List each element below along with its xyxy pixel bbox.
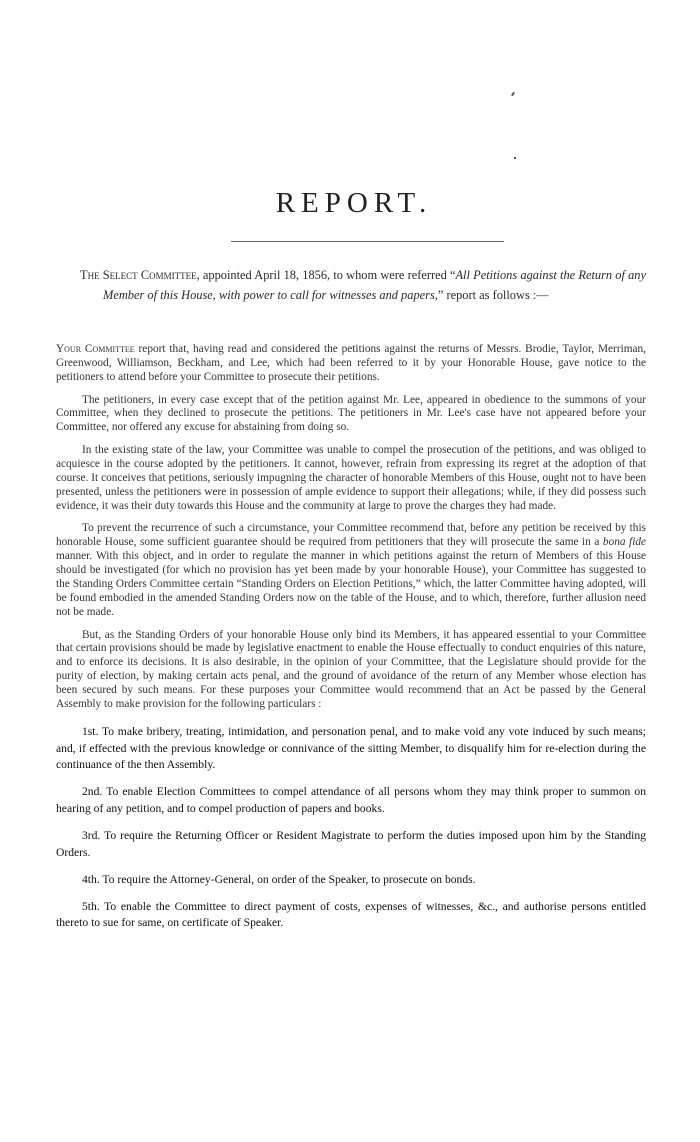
intro-paragraph: [80, 266, 646, 305]
list-item-1st: 1st. To make bribery, treating, intimidation, and personation penal, and to make void any vote induced by such means; and, if effected with the previous knowledge or connivance of the sitting Member, to disqualify him for re-election during the continuance of the then Assembly.: [56, 724, 646, 772]
title-divider: [231, 241, 504, 242]
list-item-5th: 5th. To enable the Committee to direct payment of costs, expenses of witnesses, &c., and authorise persons entitled thereto to sue for same, on certificate of Speaker.: [56, 899, 646, 930]
paragraph-text: To prevent the recurrence of such a circumstance, your Committee recommend that, before any petition be received by this honorable House, some sufficient guarantee should be required from petitioners that they will prosecute the same in a: [56, 522, 646, 549]
paragraph-recommendation: [56, 522, 646, 619]
intro-text-2: ” report as follows :—: [437, 287, 549, 302]
paragraph-lead: Your Committee: [56, 343, 135, 355]
list-item-3rd: 3rd. To require the Returning Officer or Resident Magistrate to perform the duties imposed upon him by the Standing Orders.: [56, 828, 646, 859]
bona-fide-text: bona fide: [602, 536, 646, 549]
report-body: [56, 343, 646, 942]
paragraph-committee-report: [56, 343, 646, 385]
paragraph-standing-orders: But, as the Standing Orders of your honorable House only bind its Members, it has appeared essential to your Committee that certain provisions should be made by legislative enactment to enable the House effectually to conduct enquiries of this nature, and to enforce its decisions. It is also desirable, in the opinion of your Committee, that the Legislature should provide for the purity of election, by making certain acts penal, and the ground of avoidance of the return of any Member whose election has been secured by such means. For these purposes your Committee would recommend that an Act be passed by the General Assembly to make provision for the following particulars :: [56, 628, 646, 711]
intro-text-1: appointed April 18, 1856, to whom were referred “: [199, 268, 456, 282]
intro-lead: The Select Committee,: [80, 268, 200, 282]
paragraph-petitioners: The petitioners, in every case except that of the petition against Mr. Lee, appeared in obedience to the summons of your Committee, when they declined to prosecute the petitions. The petitioners in Mr. Lee's case have not appeared before your Committee, nor offered any excuse for abstaining from doing so.: [56, 393, 646, 434]
list-item-4th: 4th. To require the Attorney-General, on order of the Speaker, to prosecute on bonds.: [82, 872, 476, 886]
paragraph-text: report that, having read and considered the petitions against the returns of Messrs. Brodie, Taylor, Merriman, Greenwood, Williamson, Beckham, and Lee, which had been referred to it by your Honorable House, gave notice to the petitioners to attend before your Committee to prosecute their petitions.: [56, 343, 646, 383]
report-title: REPORT.: [275, 187, 433, 219]
paragraph-existing-law: In the existing state of the law, your Committee was unable to compel the prosecution of the petitions, and was obliged to acquiesce in the course adopted by the petitioners. It cannot, however, refrain from expressing its regret at the adoption of that course. It conceives that petitions, seriously impugning the character of honorable Members of this House, ought not to have been presented, unless the petitioners were in possession of ample evidence to support their allegations; while, if they did possess such evidence, it was their duty towards this House and the community at large to prove the charges they had made.: [56, 444, 646, 512]
intro-reference: All Petitions against the Return of any Member of this House, with power to call for witnesses and papers,: [103, 268, 647, 302]
ink-speck: [514, 157, 516, 159]
ink-speck: [511, 92, 515, 96]
list-item-2nd: 2nd. To enable Election Committees to compel attendance of all persons whom they may think proper to summon on hearing of any petition, and to compel production of papers and books.: [56, 785, 646, 815]
paragraph-text: manner. With this object, and in order to regulate the manner in which petitions against the return of Members of this House should be investigated (for which no provision has yet been made by your honorable House), your Committee has suggested to the Standing Orders Committee certain “Standing Orders on Election Petitions,” which, the latter Committee having adopted, will be found embodied in the amended Standing Orders now on the table of the House, and to which, therefore, further allusion need not be made.: [56, 550, 646, 618]
